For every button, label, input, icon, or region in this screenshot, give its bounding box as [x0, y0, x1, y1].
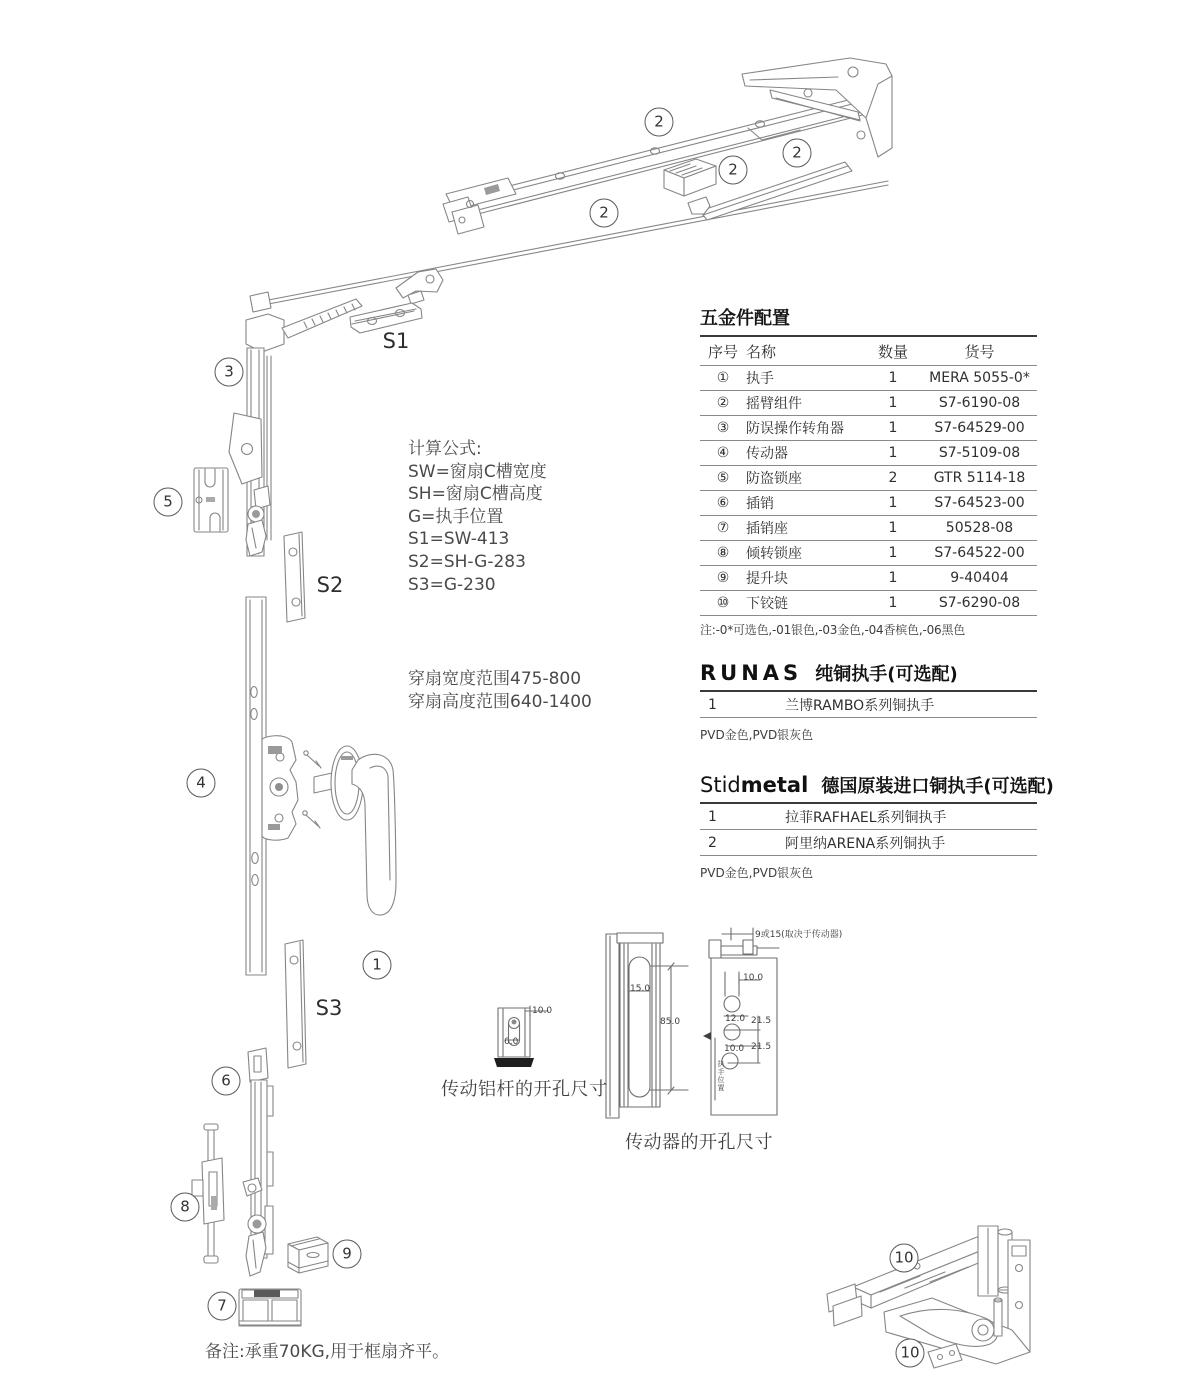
lifter-block [288, 1237, 328, 1273]
security-keeper [194, 468, 228, 532]
dim-hole-top: 10.0 [743, 973, 764, 983]
text-line: 穿扇宽度范围475-800 [408, 669, 582, 689]
text-line: SH=窗扇C槽高度 [408, 484, 543, 505]
runas-table [700, 692, 1037, 718]
striker-plate-s3 [285, 940, 306, 1068]
text-line: G=执手位置 [408, 506, 504, 527]
sudmetal-header: Stidmetal 德国原装进口铜执手(可选配) [700, 772, 1037, 804]
text-line: S1=SW-413 [408, 529, 510, 550]
runas-title: 纯铜执手(可选配) [815, 664, 958, 685]
sudmetal-brand: Stid [700, 773, 741, 797]
callout-10: 10 [890, 1244, 919, 1273]
tilt-lock [192, 1124, 224, 1263]
table-header-row [700, 337, 1037, 366]
text-line: SW=窗扇C槽宽度 [408, 461, 547, 482]
dim-hole-bottom: 10.0 [724, 1044, 745, 1054]
hardware-config-section [700, 304, 1037, 638]
table-row: ① 执手 1 MERA 5055-0* [700, 366, 1037, 391]
col-qty: 数量 [864, 337, 922, 366]
table-row: ③ 防误操作转角器 1 S7-64529-00 [700, 416, 1037, 441]
dim-slot-height: 85.0 [660, 1017, 681, 1027]
table-row: 2 阿里纳ARENA系列铜执手 [700, 830, 1037, 856]
table-row: ⑧ 倾转锁座 1 S7-64522-00 [700, 541, 1037, 566]
espagnolette-bolt [243, 1048, 273, 1276]
label-S3: S3 [315, 996, 343, 1020]
callout-1: 1 [363, 951, 392, 980]
sudmetal-title: 德国原装进口铜执手(可选配) [821, 776, 1054, 797]
dim-rod-hole: 6.0 [504, 1037, 519, 1047]
sudmetal-finish-note: PVD金色,PVD银灰色 [700, 866, 814, 880]
sash-range-block [408, 668, 592, 713]
label-S2: S2 [316, 573, 344, 597]
gear-drive [246, 597, 321, 975]
callout-2: 2 [719, 156, 748, 185]
callout-4: 4 [187, 769, 216, 798]
striker-plate-s2 [284, 532, 305, 622]
callout-8: 8 [171, 1193, 200, 1222]
callout-2: 2 [590, 199, 619, 228]
sudmetal-option-section [700, 772, 1054, 881]
callout-6: 6 [212, 1067, 241, 1096]
callout-2: 2 [645, 108, 674, 137]
dim-hole-mid: 12.0 [725, 1014, 746, 1024]
callout-3: 3 [215, 358, 244, 387]
callout-9: 9 [333, 1240, 362, 1269]
rod-hole-caption: 传动铝杆的开孔尺寸 [441, 1079, 608, 1100]
dim-gap-upper: 21.5 [751, 1016, 772, 1026]
text-line: S3=G-230 [408, 574, 496, 595]
table-row: ⑥ 插销 1 S7-64523-00 [700, 491, 1037, 516]
table-row: ⑤ 防盗锁座 2 GTR 5114-18 [700, 466, 1037, 491]
callout-7: 7 [208, 1292, 237, 1321]
callout-10: 10 [896, 1339, 925, 1368]
runas-option-section [700, 660, 1037, 743]
dim-slot-width: 15.0 [630, 984, 651, 994]
hardware-config-title: 五金件配置 [700, 304, 1037, 337]
callout-5: 5 [154, 488, 183, 517]
color-options-note: 注:-0*可选色,-01银色,-03金色,-04香槟色,-06黑色 [700, 623, 966, 637]
runas-finish-note: PVD金色,PVD银灰色 [700, 728, 814, 742]
formula-block [408, 438, 547, 596]
corner-bracket [742, 58, 892, 157]
handle [314, 746, 396, 915]
dim-rod-width: 10.0 [532, 1006, 553, 1016]
table-row: ② 摇臂组件 1 S7-6190-08 [700, 391, 1037, 416]
text-line: S2=SH-G-283 [408, 551, 526, 572]
plug-seat [239, 1289, 301, 1326]
col-sku: 货号 [922, 337, 1037, 366]
table-row: ⑩ 下铰链 1 S7-6290-08 [700, 591, 1037, 616]
table-row: ⑦ 插销座 1 50528-08 [700, 516, 1037, 541]
swing-arm-rod [250, 181, 888, 312]
bottom-hinge [827, 1226, 1030, 1368]
runas-brand: RUNAS [700, 661, 803, 685]
runas-header [700, 660, 1037, 692]
dim-gap-lower: 21.5 [751, 1042, 772, 1052]
hardware-config-table [700, 337, 1037, 616]
corner-drive [229, 299, 362, 556]
table-row: ⑨ 提升块 1 9-40404 [700, 566, 1037, 591]
col-seq: 序号 [700, 337, 746, 366]
formula-title: 计算公式: [408, 439, 482, 459]
table-row: 1 拉菲RAFHAEL系列铜执手 [700, 804, 1037, 830]
dim-side-label: 执手位置 [717, 1060, 725, 1092]
table-row: ④ 传动器 1 S7-5109-08 [700, 441, 1037, 466]
table-row: 1 兰博RAMBO系列铜执手 [700, 692, 1037, 718]
callout-2: 2 [783, 139, 812, 168]
text-line: 穿扇高度范围640-1400 [408, 691, 592, 712]
label-S1: S1 [382, 329, 410, 353]
load-note: 备注:承重70KG,用于框扇齐平。 [205, 1342, 450, 1362]
dim-top-offset: 9或15(取决于传动器) [755, 930, 843, 940]
gearbox-hole-caption: 传动器的开孔尺寸 [625, 1132, 773, 1153]
col-name: 名称 [746, 337, 864, 366]
sudmetal-table [700, 804, 1037, 856]
